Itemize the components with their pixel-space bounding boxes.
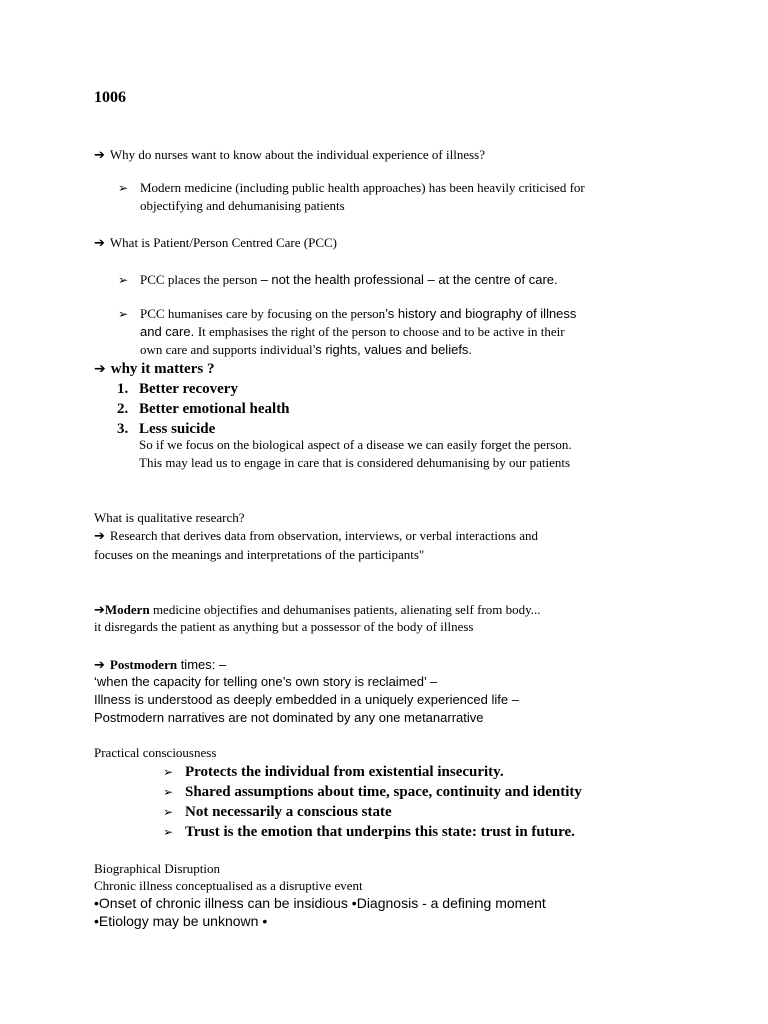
bullet-arrow-icon: ➢: [163, 785, 174, 799]
arrow-icon: ➔: [94, 361, 106, 377]
arrow-icon: ➔: [94, 529, 105, 544]
modern-medicine-text: ➔Modern medicine objectifies and dehumanises patients, alienating self from body...: [94, 602, 541, 618]
postmodern-heading: ➔ Postmodern times: –: [94, 657, 227, 673]
bullet-arrow-icon: ➢: [118, 273, 129, 287]
practical-consciousness-list: [163, 762, 582, 842]
arrow-icon: ➔: [94, 236, 105, 251]
biographical-disruption-line-3: •Etiology may be unknown •: [94, 913, 268, 929]
heading-practical-consciousness: Practical consciousness: [94, 745, 217, 760]
list-item: 1. Better recovery: [117, 381, 238, 397]
arrow-icon: ➔: [94, 603, 105, 618]
bullet-pcc-humanises: ➢ PCC humanises care by focusing on the person’s history and biography of illness and care. It emphasises the right of the person to choose and to be active in their own care and supports individual’s rights, values and beliefs.: [118, 306, 577, 357]
heading-biographical-disruption: Biographical Disruption: [94, 861, 221, 876]
note-biological-aspect: So if we focus on the biological aspect of a disease we can easily forget the person. This may lead us to engage in care that is considered dehumanising by our patients: [139, 437, 572, 470]
numbered-list: [117, 379, 290, 439]
list-item: ➢ Not necessarily a conscious state: [163, 804, 392, 820]
list-item: ➢ Trust is the emotion that underpins this state: trust in future.: [163, 824, 575, 840]
bullet-arrow-icon: ➢: [163, 805, 174, 819]
heading-why-it-matters: ➔ why it matters ?: [94, 361, 215, 377]
list-item: 3. Less suicide: [117, 421, 216, 437]
biographical-disruption-line-1: Chronic illness conceptualised as a disruptive event: [94, 878, 363, 893]
arrow-icon: ➔: [94, 658, 105, 673]
list-item: ➢ Shared assumptions about time, space, continuity and identity: [163, 784, 582, 800]
bullet-modern-medicine: ➢ Modern medicine (including public health approaches) has been heavily criticised for objectifying and dehumanising patients: [118, 180, 585, 213]
bullet-arrow-icon: ➢: [163, 825, 174, 839]
bullet-arrow-icon: ➢: [118, 307, 129, 321]
list-item: ➢ Protects the individual from existential insecurity.: [163, 764, 504, 780]
bullet-arrow-icon: ➢: [118, 181, 129, 195]
page-title: 1006: [94, 89, 126, 106]
modern-medicine-text-2: it disregards the patient as anything but a possessor of the body of illness: [94, 619, 474, 634]
bullet-arrow-icon: ➢: [163, 765, 174, 779]
postmodern-lines: ‘when the capacity for telling one’s own story is reclaimed’ – Illness is understood as deeply embedded in a uniquely experienced life – Postmodern narratives are not dominated by any one metanarrative: [94, 674, 519, 725]
biographical-disruption-line-2: •Onset of chronic illness can be insidious •Diagnosis - a defining moment: [94, 895, 546, 911]
question-qualitative-research: What is qualitative research?: [94, 510, 245, 525]
bullet-pcc-places: ➢ PCC places the person – not the health professional – at the centre of care.: [118, 272, 558, 287]
list-item: 2. Better emotional health: [117, 401, 290, 417]
question-nurses-experience: ➔ Why do nurses want to know about the individual experience of illness?: [94, 147, 486, 163]
arrow-icon: ➔: [94, 148, 105, 163]
answer-qualitative-research: ➔ Research that derives data from observation, interviews, or verbal interactions and focuses on the meanings and interpretations of the participants": [94, 528, 539, 562]
question-pcc: ➔ What is Patient/Person Centred Care (PCC): [94, 235, 338, 251]
